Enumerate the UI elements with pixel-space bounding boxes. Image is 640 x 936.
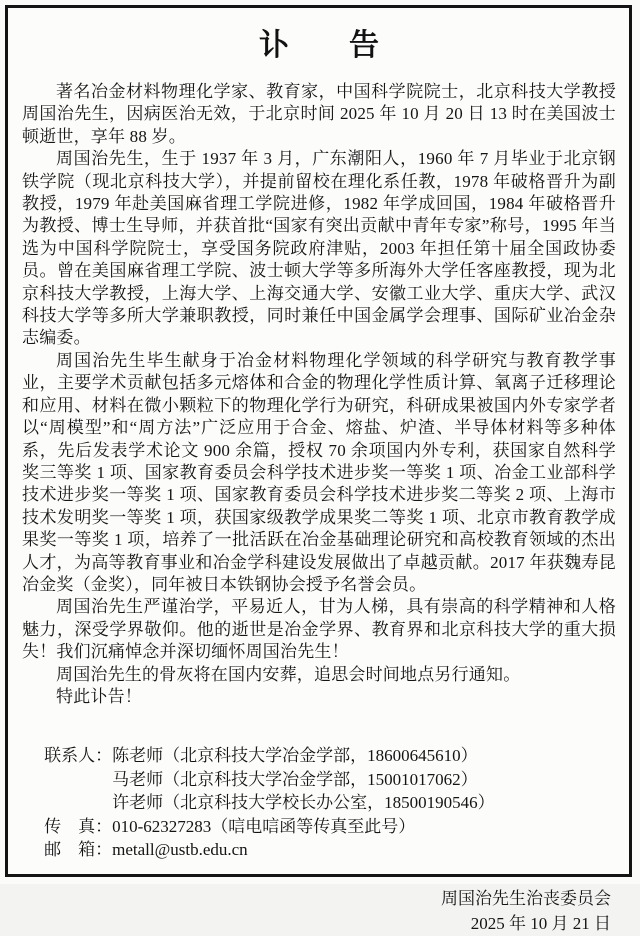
- contact-row-email: [44, 838, 616, 861]
- notice-paragraph-achievements: 周国治先生毕生献身于冶金材料物理化学领域的科学研究与教育教学事业，主要学术贡献包括多元熔体和合金的物理化学性质计算、氧离子迁移理论和应用、材料在微小颗粒下的物理化学行为研究，科研成果被国内外专家学者以“周模型”和“周方法”广泛应用于合金、熔盐、炉渣、半导体材料等多种体系，先后发表学术论文 900 余篇，授权 70 余项国内外专利，获国家自然科学奖三等奖 1 项、国家教育委员会科学技术进步奖一等奖 1 项、冶金工业部科学技术进步奖一等奖 1 项、国家教育委员会科学技术进步奖二等奖 2 项、上海市技术发明奖一等奖 1 项，获国家级教学成果奖二等奖 1 项、北京市教育教学成果奖一等奖 1 项，培养了一批活跃在冶金基础理论研究和高校教育领域的杰出人才，为高等教育事业和冶金学科建设发展做出了卓越贡献。2017 年获魏寿昆冶金奖（金奖），同年被日本铁钢协会授予名誉会员。: [22, 350, 616, 594]
- contact-label-spacer: [44, 768, 112, 791]
- fax-number: 010-62327283（唁电唁函等传真至此号）: [112, 816, 416, 836]
- notice-paragraph-tribute: 周国治先生严谨治学，平易近人，甘为人梯，具有崇高的科学精神和人格魅力，深受学界敬仰。他的逝世是冶金学界、教育界和北京科技大学的重大损失！我们沉痛悼念并深切缅怀周国治先生！: [22, 597, 616, 662]
- page-border-frame: [5, 5, 632, 933]
- contact-person: 马老师（北京科技大学冶金学部，15001017062）: [112, 769, 478, 789]
- signature-block: [22, 887, 616, 936]
- notice-paragraph-death-announcement: 著名冶金材料物理化学家、教育家，中国科学院院士，北京科技大学教授周国治先生，因病医治无效，于北京时间 2025 年 10 月 20 日 13 时在美国波士顿逝世，享年 88 岁。: [22, 82, 616, 146]
- email-label: 邮 箱：: [44, 840, 113, 859]
- contact-person: 许老师（北京科技大学校长办公室，18500190546）: [112, 793, 495, 813]
- contact-label-spacer: [44, 791, 112, 814]
- notice-paragraph-biography: 周国治先生，生于 1937 年 3 月，广东潮阳人，1960 年 7 月毕业于北京钢铁学院（现北京科技大学），并提前留校在理化系任教，1978 年破格晋升为副教授，1979 年赴美国麻省理工学院进修，1982 年学成回国，1984 年破格晋升为教授、博士生导师，并获首批“国家有突出贡献中青年专家”称号，1995 年当选为中国科学院院士，享受国务院政府津贴，2003 年担任第十届全国政协委员。曾在美国麻省理工学院、波士顿大学等多所海外大学任客座教授，现为北京科技大学教授，上海大学、上海交通大学、安徽工业大学、重庆大学、武汉科技大学等多所大学兼职教授，同时兼任中国金属学会理事、国际矿业冶金杂志编委。: [22, 149, 616, 348]
- notice-date: 2025 年 10 月 21 日: [470, 913, 611, 933]
- fax-label: 传 真：: [44, 816, 113, 836]
- contact-block: [44, 744, 616, 861]
- email-address: metall@ustb.edu.cn: [112, 840, 248, 859]
- contact-row-fax: [44, 815, 616, 838]
- notice-paragraph-burial: 周国治先生的骨灰将在国内安葬，追思会时间地点另行通知。: [56, 664, 521, 684]
- contact-row-person-3: [44, 791, 616, 814]
- notice-title: 讣 告: [259, 29, 379, 62]
- contact-row-person-1: [44, 744, 616, 767]
- contact-person: 陈老师（北京科技大学冶金学部，18600645610）: [112, 746, 478, 766]
- committee-name: 周国治先生治丧委员会: [441, 889, 611, 909]
- contact-row-person-2: [44, 768, 616, 791]
- notice-paragraph-closing: 特此讣告！: [56, 686, 142, 706]
- contact-label: 联系人：: [44, 746, 113, 766]
